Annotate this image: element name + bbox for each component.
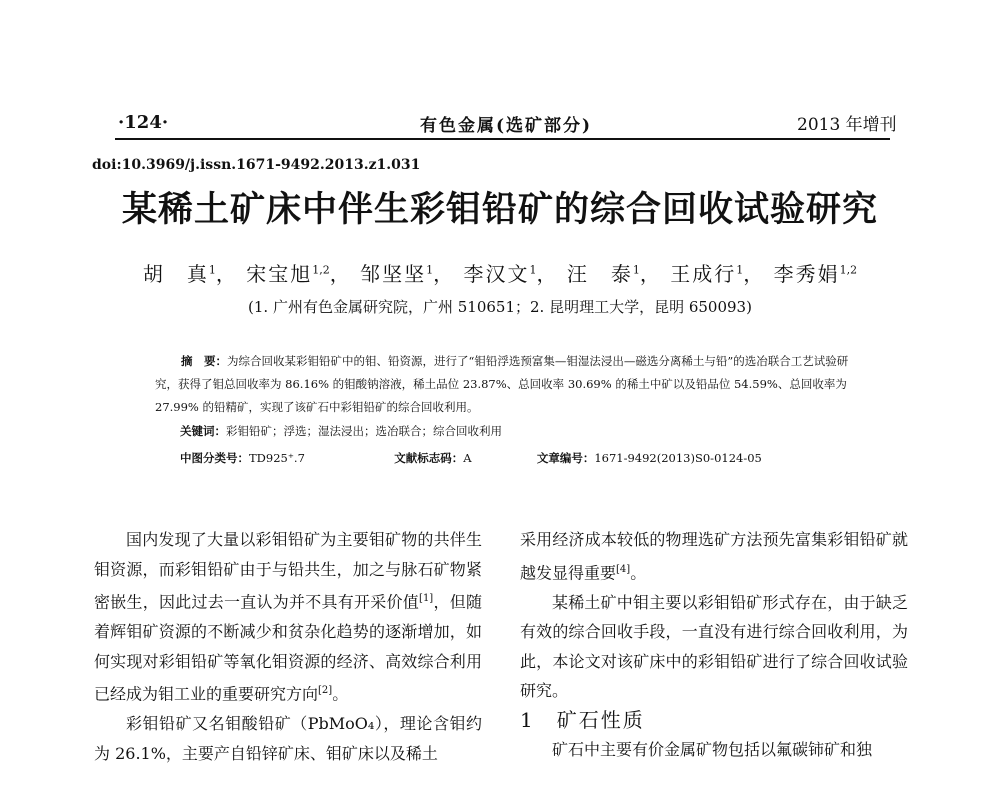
author-aff: 1 xyxy=(736,263,744,277)
abstract-label: 摘 要： xyxy=(181,354,227,368)
paragraph: 矿石中主要有价金属矿物包括以氟碳铈矿和独 xyxy=(552,740,873,760)
journal-name: 有色金属(选矿部分) xyxy=(420,116,593,136)
affiliations: (1. 广州有色金属研究院，广州 510651；2. 昆明理工大学，昆明 650093) xyxy=(248,298,752,316)
author: 李秀娟 xyxy=(773,262,840,286)
article-no-value: 1671-9492(2013)S0-0124-05 xyxy=(594,451,762,465)
abstract-text: 为综合回收某彩钼铅矿中的钼、铅资源，进行了“钼铅浮选预富集—钼湿法浸出—磁选分离稀土与铅”的选冶联合工艺试验研究，获得了钼总回收率为 86.16% 的钼酸钠溶液，稀土品位 23.87%、总回收率 30.69% 的稀土中矿以及铅品位 54.59%、总回收率为 27.99% 的铅精矿，实现了该矿石中彩钼铅矿的综合回收利用。 xyxy=(155,354,849,414)
page-number: ·124· xyxy=(118,112,169,133)
citation: [4] xyxy=(616,563,631,575)
author: 汪 泰 xyxy=(566,262,633,286)
paper-title: 某稀土矿床中伴生彩钼铅矿的综合回收试验研究 xyxy=(121,189,878,230)
author: 邹坚坚 xyxy=(360,262,427,286)
doc-code-label: 文献标志码： xyxy=(394,451,464,465)
author-aff: 1 xyxy=(529,263,537,277)
paragraph: 某稀土矿中钼主要以彩钼铅矿形式存在，由于缺乏有效的综合回收手段，一直没有进行综合回收利用，为此，本论文对该矿床中的彩钼铅矿进行了综合回收试验研究。 xyxy=(520,592,908,701)
paragraph: 彩钼铅矿又名钼酸铅矿（PbMoO₄），理论含钼约为 26.1%，主要产自铅锌矿床、钼矿床以及稀土 xyxy=(94,714,482,763)
author-aff: 1,2 xyxy=(839,263,858,277)
author-list: 胡 真$^1$， 宋宝旭$^{1,2}$， 邹坚坚$^1$， 李汉文$^1$， 汪 泰$^1$， 王成行$^1$， 李秀娟$^{1,2}$ xyxy=(142,262,858,286)
author-aff: 1 xyxy=(426,263,434,277)
issue-label: 2013 年增刊 xyxy=(797,115,897,135)
keywords-label: 关键词： xyxy=(180,424,226,438)
citation: [1] xyxy=(419,593,434,605)
author: 胡 真 xyxy=(142,262,209,286)
article-no-label: 文章编号： xyxy=(536,451,595,465)
author: 李汉文 xyxy=(463,262,530,286)
author-aff: 1,2 xyxy=(312,263,330,277)
author-aff: 1 xyxy=(632,263,640,277)
author-aff: 1 xyxy=(208,263,216,277)
paragraph: 国内发现了大量以彩钼铅矿为主要钼矿物的共伴生钼资源，而彩钼铅矿由于与铅共生，加之与脉石矿物紧密嵌生，因此过去一直认为并不具有开采价值[1]，但随着辉钼矿资源的不断减少和贫杂化趋势的逐渐增加，如何实现对彩钼铅矿等氧化钼资源的经济、高效综合利用已经成为钼工业的重要研究方向[2]。 xyxy=(94,530,482,704)
header-rule xyxy=(115,138,890,140)
keywords-text: 彩钼铅矿；浮选；湿法浸出；选冶联合；综合回收利用 xyxy=(226,424,502,438)
clc-value: TD925⁺.7 xyxy=(249,451,305,465)
doc-code-value: A xyxy=(463,451,472,465)
section-heading: 1 矿石性质 xyxy=(520,707,645,732)
classification-line xyxy=(180,450,762,466)
doi: doi:10.3969/j.issn.1671-9492.2013.z1.031 xyxy=(92,157,421,173)
abstract xyxy=(155,350,855,419)
body-left-column xyxy=(94,525,482,768)
body-right-column xyxy=(520,525,908,765)
author: 宋宝旭 xyxy=(246,262,313,286)
clc-label: 中图分类号： xyxy=(180,451,249,465)
author: 王成行 xyxy=(670,262,737,286)
citation: [2] xyxy=(318,685,333,697)
keywords xyxy=(180,423,502,439)
paragraph: 采用经济成本较低的物理选矿方法预先富集彩钼铅矿就越发显得重要[4]。 xyxy=(520,530,908,582)
